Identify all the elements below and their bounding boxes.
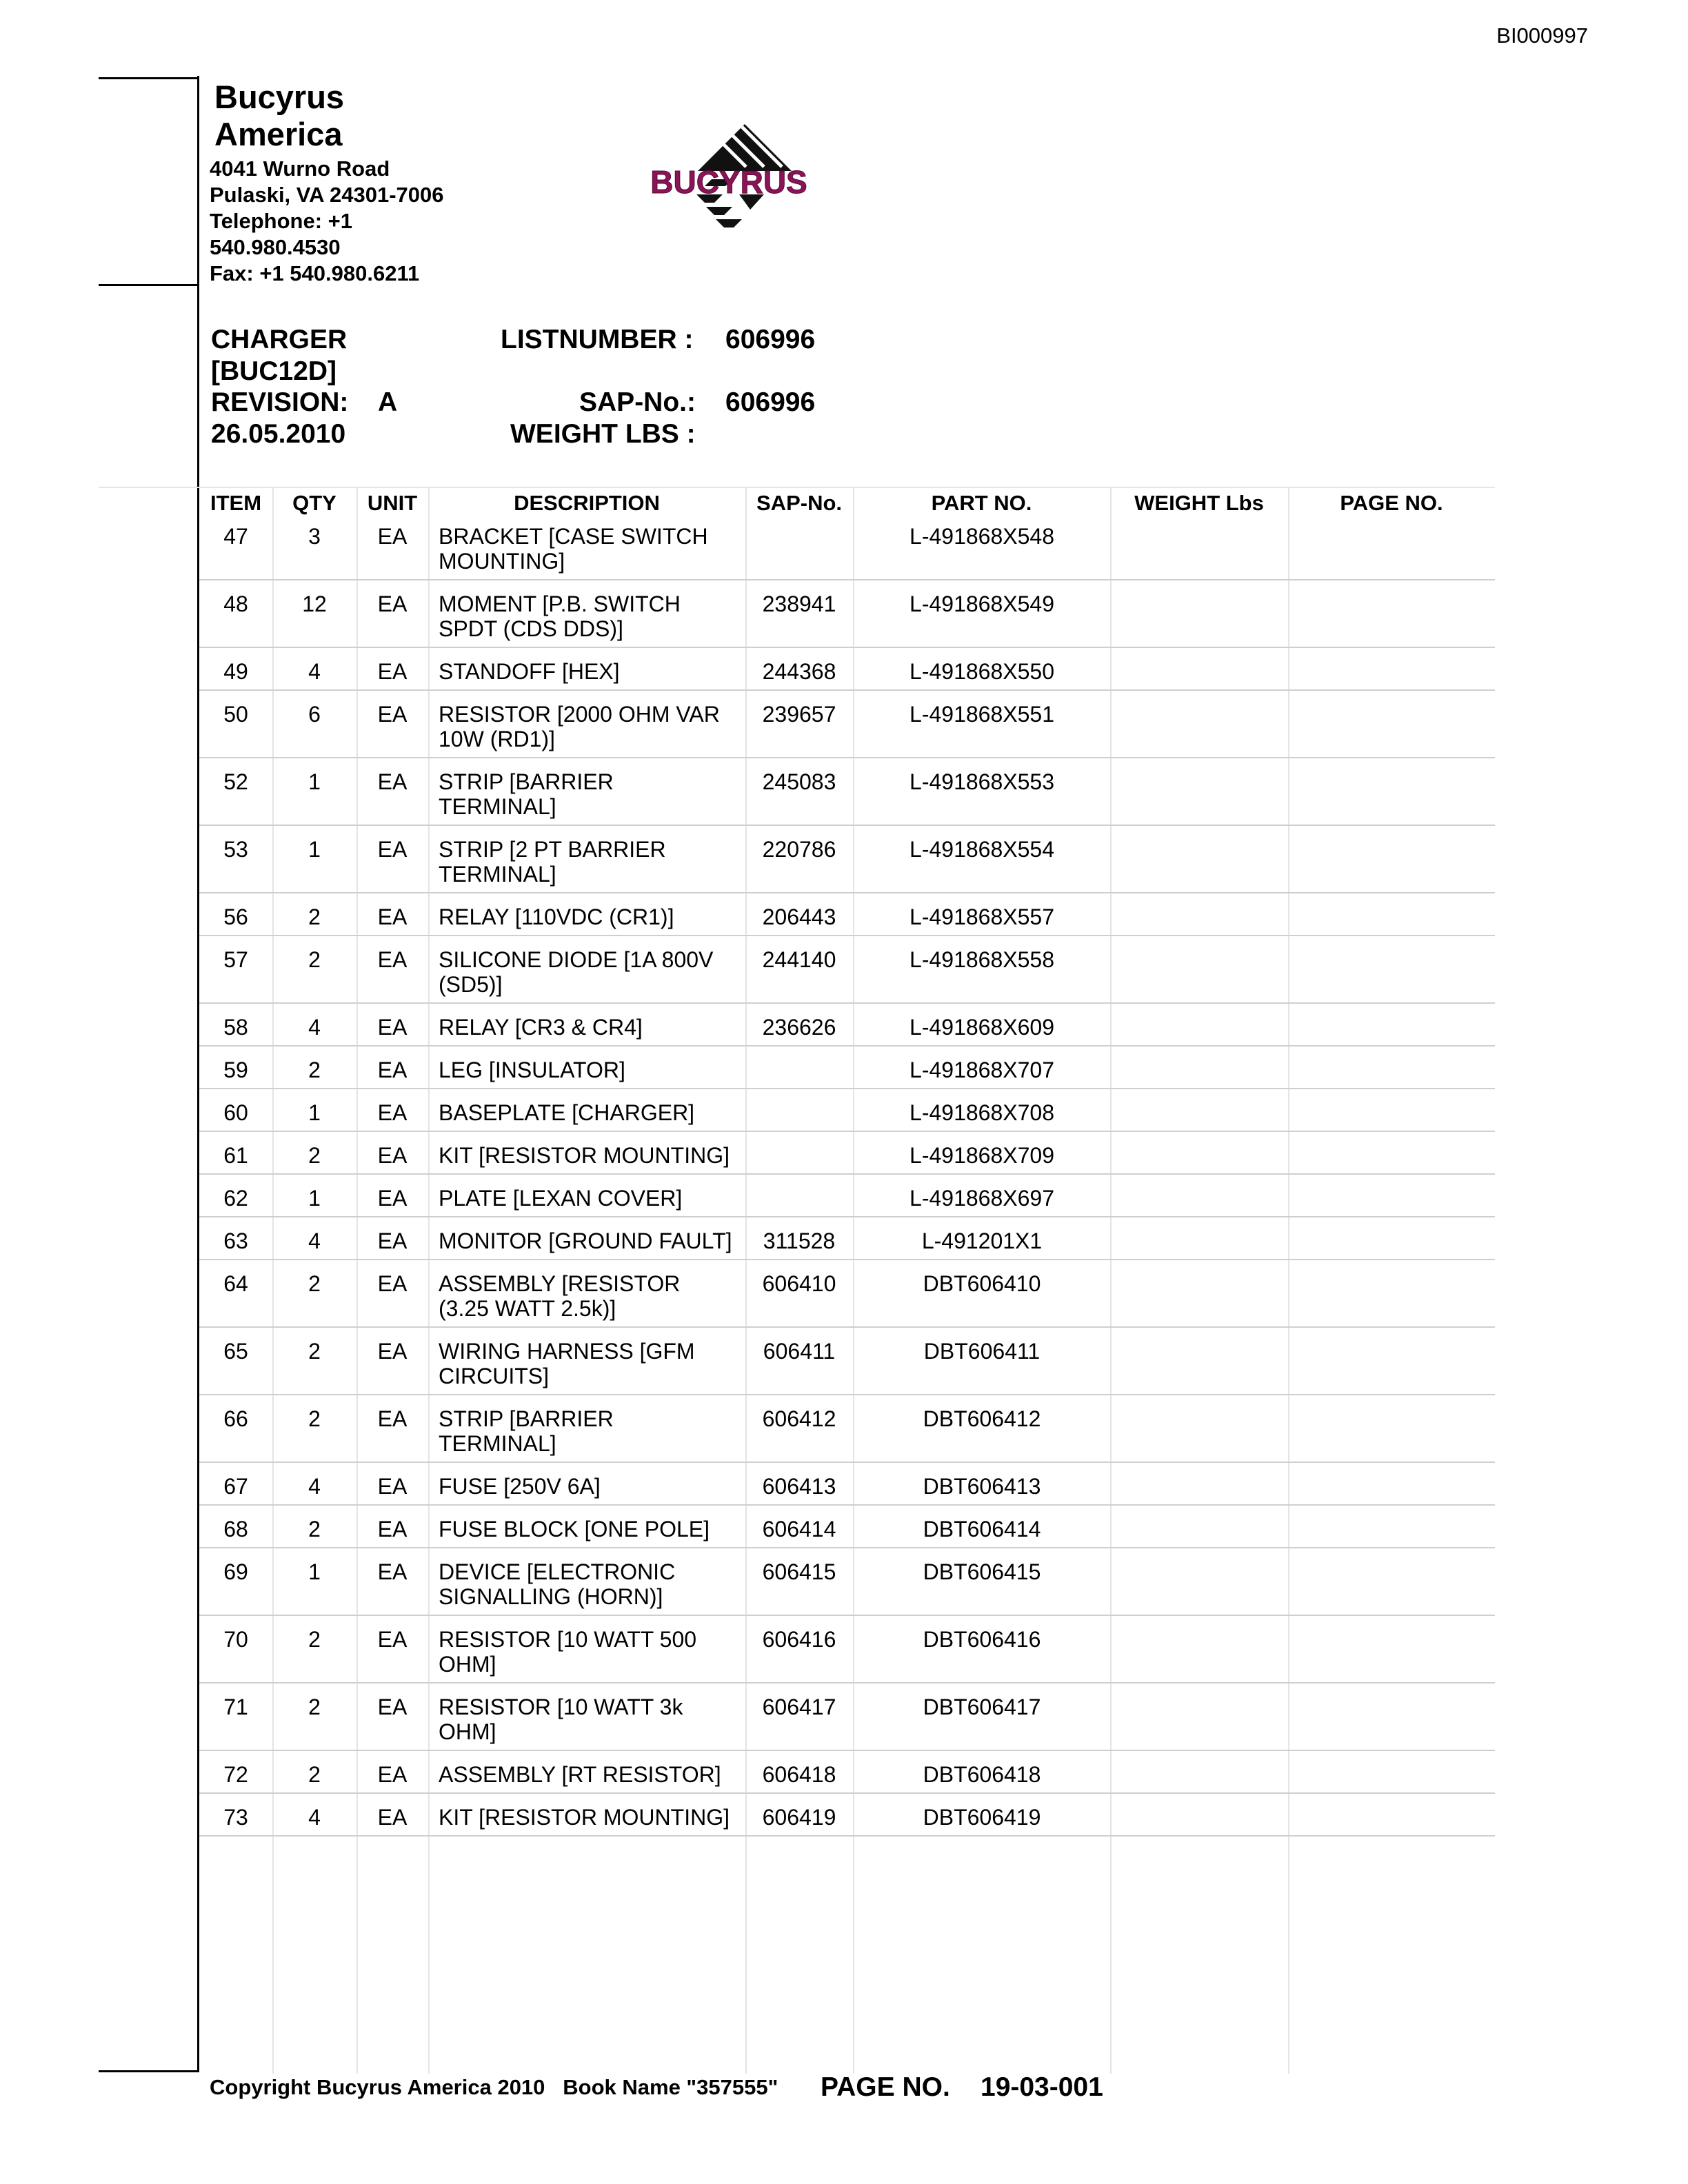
description-line: LEG [INSULATOR] [439, 1058, 625, 1082]
revision-value: A [378, 387, 398, 417]
description [439, 1015, 735, 1040]
bucyrus-logo [629, 117, 829, 241]
description-line: (3.25 WATT 2.5k)] [439, 1296, 616, 1321]
item-number: 58 [223, 1015, 248, 1040]
sap-number: 244368 [762, 659, 836, 684]
description-line: RELAY [110VDC (CR1)] [439, 904, 674, 929]
part-number: DBT606415 [923, 1559, 1041, 1584]
part-number: DBT606410 [923, 1271, 1041, 1296]
weight-label: WEIGHT LBS : [510, 419, 696, 449]
description-line: OHM] [439, 1652, 496, 1677]
quantity: 4 [308, 1805, 321, 1830]
address-fax: Fax: +1 540.980.6211 [210, 261, 420, 285]
table-row [199, 1551, 1495, 1616]
part-number: DBT606419 [923, 1805, 1041, 1830]
table-row [199, 1466, 1495, 1506]
quantity: 2 [308, 947, 321, 972]
revision-label: REVISION: [211, 387, 349, 417]
unit: EA [377, 592, 408, 616]
unit: EA [377, 947, 408, 972]
address-city: Pulaski, VA 24301-7006 [210, 183, 444, 207]
description [439, 1271, 735, 1321]
description [439, 1559, 735, 1609]
part-number: L-491868X550 [910, 659, 1054, 684]
unit: EA [377, 1339, 408, 1364]
quantity: 4 [308, 1228, 321, 1253]
description [439, 1058, 735, 1082]
sap-number: 245083 [762, 769, 836, 794]
unit: EA [377, 1058, 408, 1082]
description-line: SIGNALLING (HORN)] [439, 1584, 663, 1609]
address-street: 4041 Wurno Road [210, 156, 390, 181]
description-line: PLATE [LEXAN COVER] [439, 1186, 683, 1211]
quantity: 1 [308, 1186, 321, 1211]
description-line: RELAY [CR3 & CR4] [439, 1015, 643, 1040]
item-number: 71 [223, 1695, 248, 1719]
description-line: ASSEMBLY [RT RESISTOR] [439, 1762, 721, 1787]
sap-number: 606417 [762, 1695, 836, 1719]
unit: EA [377, 1015, 408, 1040]
column-header-part: PART NO. [931, 491, 1032, 515]
item-number: 65 [223, 1339, 248, 1364]
part-number: L-491868X558 [910, 947, 1054, 972]
sap-number: 236626 [762, 1015, 836, 1040]
table-row [199, 583, 1495, 648]
listnumber-value: 606996 [725, 325, 816, 354]
sap-number: 606419 [762, 1805, 836, 1830]
table-row [199, 651, 1495, 691]
description-line: BRACKET [CASE SWITCH [439, 524, 708, 549]
part-number: L-491201X1 [921, 1228, 1043, 1253]
description [439, 1762, 735, 1787]
sap-number: 220786 [762, 837, 836, 862]
description-line: TERMINAL] [439, 794, 556, 819]
table-row [199, 1331, 1495, 1395]
sap-number: 606411 [763, 1339, 836, 1364]
unit: EA [377, 1805, 408, 1830]
description-line: MOMENT [P.B. SWITCH [439, 592, 681, 616]
table-row [199, 1007, 1495, 1046]
unit: EA [377, 1186, 408, 1211]
table-row [199, 829, 1495, 893]
quantity: 2 [308, 1143, 321, 1168]
quantity: 1 [308, 1100, 321, 1125]
table-row [199, 1686, 1495, 1751]
quantity: 6 [308, 702, 321, 727]
part-number: L-491868X697 [910, 1186, 1054, 1211]
unit: EA [377, 1695, 408, 1719]
sap-number: 239657 [762, 702, 836, 727]
book-name: Book Name "357555" [563, 2075, 778, 2099]
company-name-line2: America [214, 116, 343, 152]
part-number: DBT606414 [923, 1517, 1041, 1541]
description-line: RESISTOR [2000 OHM VAR [439, 702, 720, 727]
part-number: L-491868X557 [910, 904, 1054, 929]
part-number: DBT606418 [923, 1762, 1041, 1787]
title-line1: CHARGER [211, 325, 348, 354]
description-line: CIRCUITS] [439, 1364, 549, 1388]
column-header-unit: UNIT [367, 491, 418, 515]
item-number: 63 [223, 1228, 248, 1253]
description [439, 1143, 735, 1168]
description-line: FUSE BLOCK [ONE POLE] [439, 1517, 710, 1541]
unit: EA [377, 1143, 408, 1168]
part-number: DBT606416 [923, 1627, 1041, 1652]
quantity: 2 [308, 1271, 321, 1296]
item-number: 48 [223, 592, 248, 616]
item-number: 47 [223, 524, 248, 549]
sap-number: 311528 [763, 1228, 836, 1253]
frame-header-rule [99, 284, 199, 286]
quantity: 2 [308, 1762, 321, 1787]
description [439, 1517, 735, 1541]
table-row [199, 1508, 1495, 1548]
item-number: 66 [223, 1406, 248, 1431]
description-line: STRIP [BARRIER [439, 769, 614, 794]
description-line: BASEPLATE [CHARGER] [439, 1100, 695, 1125]
table-row [199, 1135, 1495, 1175]
column-header-weight: WEIGHT Lbs [1134, 491, 1264, 515]
description [439, 524, 735, 574]
unit: EA [377, 524, 408, 549]
description [439, 659, 735, 684]
quantity: 2 [308, 904, 321, 929]
table-row [199, 939, 1495, 1004]
quantity: 1 [308, 769, 321, 794]
table-top-rule [99, 487, 1495, 488]
description-line: KIT [RESISTOR MOUNTING] [439, 1143, 730, 1168]
quantity: 4 [308, 1474, 321, 1499]
table-row [199, 1398, 1495, 1463]
quantity: 2 [308, 1517, 321, 1541]
table-row [199, 516, 1495, 580]
company-name-line1: Bucyrus [214, 79, 345, 115]
description-line: FUSE [250V 6A] [439, 1474, 601, 1499]
description [439, 1627, 735, 1677]
part-number: L-491868X554 [910, 837, 1054, 862]
description [439, 592, 735, 641]
item-number: 52 [223, 769, 248, 794]
table-row [199, 1177, 1495, 1217]
sap-number: 606416 [762, 1627, 836, 1652]
description-line: DEVICE [ELECTRONIC [439, 1559, 676, 1584]
table-row [199, 1619, 1495, 1684]
quantity: 1 [308, 1559, 321, 1584]
item-number: 53 [223, 837, 248, 862]
part-number: L-491868X709 [910, 1143, 1054, 1168]
quantity: 12 [302, 592, 327, 616]
frame-bottom-rule [99, 2070, 199, 2072]
description-line: MOUNTING] [439, 549, 565, 574]
unit: EA [377, 702, 408, 727]
logo-wordmark: BUCYRUS [650, 164, 807, 200]
sap-number: 606418 [762, 1762, 836, 1787]
quantity: 2 [308, 1339, 321, 1364]
unit: EA [377, 1559, 408, 1584]
company-address [210, 156, 444, 287]
unit: EA [377, 1228, 408, 1253]
part-number: L-491868X548 [910, 524, 1054, 549]
part-number: DBT606411 [923, 1339, 1041, 1364]
item-number: 69 [223, 1559, 248, 1584]
frame-top-rule [99, 77, 199, 79]
document-title [211, 324, 347, 387]
description-line: WIRING HARNESS [GFM [439, 1339, 695, 1364]
column-header-page: PAGE NO. [1340, 491, 1443, 515]
description [439, 1695, 735, 1744]
quantity: 2 [308, 1406, 321, 1431]
description [439, 1406, 735, 1456]
unit: EA [377, 1762, 408, 1787]
part-number: L-491868X549 [910, 592, 1054, 616]
column-header-description: DESCRIPTION [514, 491, 660, 515]
part-number: L-491868X609 [910, 1015, 1054, 1040]
item-number: 64 [223, 1271, 248, 1296]
part-number: L-491868X551 [910, 702, 1054, 727]
table-row [199, 1263, 1495, 1328]
description [439, 1228, 735, 1253]
description-line: SPDT (CDS DDS)] [439, 616, 623, 641]
description-line: MONITOR [GROUND FAULT] [439, 1228, 732, 1253]
part-number: L-491868X707 [910, 1058, 1054, 1082]
sap-number: 606412 [762, 1406, 836, 1431]
description-line: RESISTOR [10 WATT 500 [439, 1627, 697, 1652]
description-line: ASSEMBLY [RESISTOR [439, 1271, 681, 1296]
unit: EA [377, 904, 408, 929]
quantity: 2 [308, 1695, 321, 1719]
document-id: BI000997 [1496, 23, 1588, 48]
unit: EA [377, 837, 408, 862]
description [439, 1100, 735, 1125]
listnumber-label: LISTNUMBER : [501, 325, 694, 354]
footer-copyright [210, 2075, 778, 2100]
item-number: 57 [223, 947, 248, 972]
description-line: STRIP [BARRIER [439, 1406, 614, 1431]
sap-number: 238941 [762, 592, 836, 616]
table-row [199, 1797, 1495, 1837]
unit: EA [377, 1517, 408, 1541]
quantity: 2 [308, 1058, 321, 1082]
part-number: L-491868X708 [910, 1100, 1054, 1125]
description-line: TERMINAL] [439, 862, 556, 887]
description [439, 702, 735, 751]
description-line: TERMINAL] [439, 1431, 556, 1456]
unit: EA [377, 1100, 408, 1125]
description [439, 837, 735, 887]
description [439, 1339, 735, 1388]
item-number: 67 [223, 1474, 248, 1499]
table-row [199, 896, 1495, 936]
quantity: 1 [308, 837, 321, 862]
unit: EA [377, 1406, 408, 1431]
description-line: SILICONE DIODE [1A 800V [439, 947, 714, 972]
item-number: 60 [223, 1100, 248, 1125]
table-row [199, 1754, 1495, 1794]
description [439, 947, 735, 997]
part-number: DBT606417 [923, 1695, 1041, 1719]
sap-number: 606413 [762, 1474, 836, 1499]
item-number: 49 [223, 659, 248, 684]
quantity: 2 [308, 1627, 321, 1652]
unit: EA [377, 769, 408, 794]
sap-number: 206443 [762, 904, 836, 929]
company-name [214, 79, 344, 153]
address-telephone-number: 540.980.4530 [210, 235, 341, 259]
sap-number: 606410 [762, 1271, 836, 1296]
column-header-sap: SAP-No. [756, 491, 842, 515]
item-number: 50 [223, 702, 248, 727]
item-number: 61 [223, 1143, 248, 1168]
title-line2: [BUC12D] [211, 356, 337, 386]
table-row [199, 1220, 1495, 1260]
sap-number: 244140 [762, 947, 836, 972]
description-line: STRIP [2 PT BARRIER [439, 837, 666, 862]
description [439, 1805, 735, 1830]
sap-label: SAP-No.: [579, 387, 696, 417]
description [439, 769, 735, 819]
item-number: 73 [223, 1805, 248, 1830]
item-number: 72 [223, 1762, 248, 1787]
unit: EA [377, 1271, 408, 1296]
description-line: (SD5)] [439, 972, 503, 997]
item-number: 70 [223, 1627, 248, 1652]
description-line: 10W (RD1)] [439, 727, 555, 751]
table-row [199, 694, 1495, 758]
address-telephone-label: Telephone: +1 [210, 209, 352, 233]
quantity: 3 [308, 524, 321, 549]
part-number: L-491868X553 [910, 769, 1054, 794]
unit: EA [377, 1627, 408, 1652]
column-header-qty: QTY [292, 491, 336, 515]
footer-page-number: 19-03-001 [981, 2072, 1103, 2102]
part-number: DBT606412 [923, 1406, 1041, 1431]
description-line: KIT [RESISTOR MOUNTING] [439, 1805, 730, 1830]
column-header-item: ITEM [210, 491, 262, 515]
sap-number: 606415 [762, 1559, 836, 1584]
description [439, 1474, 735, 1499]
item-number: 68 [223, 1517, 248, 1541]
unit: EA [377, 1474, 408, 1499]
table-row [199, 1092, 1495, 1132]
item-number: 62 [223, 1186, 248, 1211]
quantity: 4 [308, 1015, 321, 1040]
description [439, 904, 735, 929]
table-row [199, 1049, 1495, 1089]
description [439, 1186, 735, 1211]
description-line: OHM] [439, 1719, 496, 1744]
description-line: STANDOFF [HEX] [439, 659, 620, 684]
sap-number: 606414 [762, 1517, 836, 1541]
part-number: DBT606413 [923, 1474, 1041, 1499]
revision-date: 26.05.2010 [211, 419, 346, 449]
unit: EA [377, 659, 408, 684]
sap-value: 606996 [725, 387, 816, 417]
table-row [199, 761, 1495, 826]
description-line: RESISTOR [10 WATT 3k [439, 1695, 683, 1719]
footer-page-label: PAGE NO. [821, 2072, 950, 2102]
quantity: 4 [308, 659, 321, 684]
item-number: 56 [223, 904, 248, 929]
copyright-text: Copyright Bucyrus America 2010 [210, 2075, 545, 2099]
item-number: 59 [223, 1058, 248, 1082]
